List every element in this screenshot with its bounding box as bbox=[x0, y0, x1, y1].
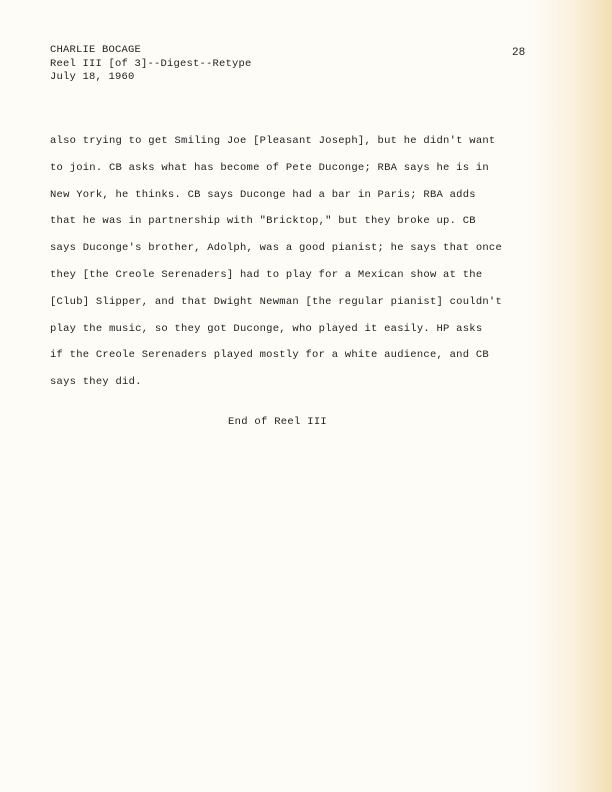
body-line: to join. CB asks what has become of Pete Duconge; RBA says he is in bbox=[50, 161, 489, 174]
body-line: they [the Creole Serenaders] had to play for a Mexican show at the bbox=[50, 268, 483, 281]
header-reel: Reel III [of 3]--Digest--Retype bbox=[50, 57, 252, 70]
document-header bbox=[50, 44, 252, 85]
body-line: that he was in partnership with "Bricktop," but they broke up. CB bbox=[50, 215, 476, 228]
body-line: New York, he thinks. CB says Duconge had a bar in Paris; RBA adds bbox=[50, 188, 476, 201]
header-date: July 18, 1960 bbox=[50, 71, 135, 83]
body-line: if the Creole Serenaders played mostly for a white audience, and CB bbox=[50, 349, 489, 362]
header-name: CHARLIE BOCAGE bbox=[50, 44, 142, 56]
paper-edge-shading bbox=[532, 0, 612, 792]
end-of-reel-note: End of Reel III bbox=[228, 416, 328, 428]
body-line: also trying to get Smiling Joe [Pleasant Joseph], but he didn't want bbox=[50, 135, 496, 147]
body-line: says Duconge's brother, Adolph, was a good pianist; he says that once bbox=[50, 242, 503, 255]
body-text bbox=[50, 128, 560, 396]
body-line: play the music, so they got Duconge, who played it easily. HP asks bbox=[50, 322, 483, 335]
body-line: [Club] Slipper, and that Dwight Newman [the regular pianist] couldn't bbox=[50, 295, 503, 308]
page-number: 28 bbox=[512, 47, 526, 59]
body-line: says they did. bbox=[50, 376, 142, 389]
